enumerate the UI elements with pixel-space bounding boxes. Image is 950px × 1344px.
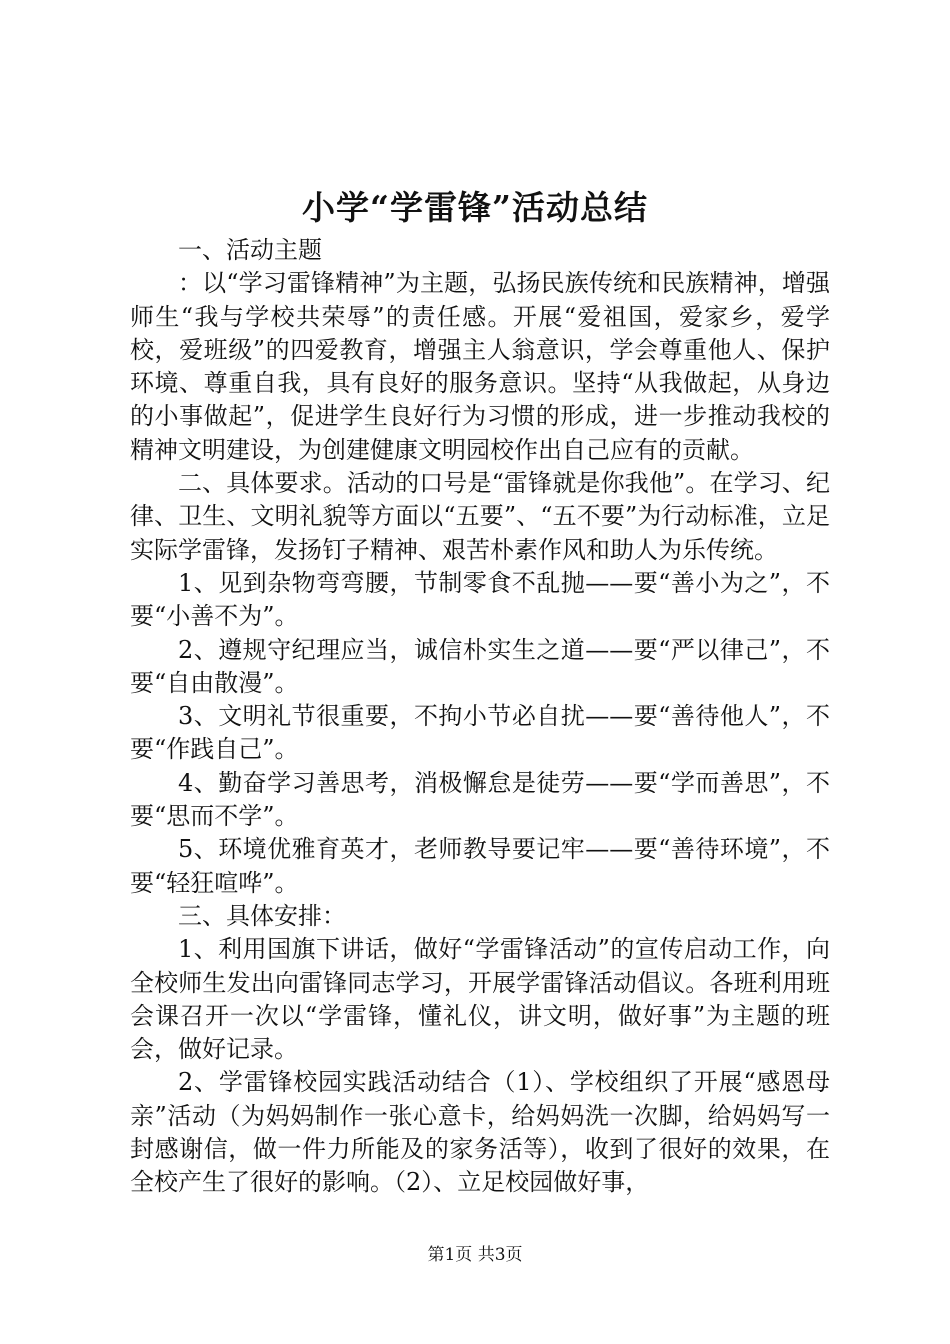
section-heading-theme: 一、活动主题 xyxy=(178,236,322,264)
list-item-3: 3、文明礼节很重要，不拘小节必自扰——要“善待他人”，不要“作践自己”。 xyxy=(130,702,830,764)
list-item-5: 5、环境优雅育英才，老师教导要记牢——要“善待环境”，不要“轻狂喧哗”。 xyxy=(130,835,830,897)
document-body xyxy=(130,234,830,1200)
paragraph-theme: ：以“学习雷锋精神”为主题，弘扬民族传统和民族精神，增强师生“我与学校共荣辱”的责任感。开展“爱祖国，爱家乡，爱学校，爱班级”的四爱教育，增强主人翁意识，学会尊重他人、保护环境、尊重自我，具有良好的服务意识。坚持“从我做起，从身边的小事做起”，促进学生良好行为习惯的形成，进一步推动我校的精神文明建设，为创建健康文明园校作出自己应有的贡献。 xyxy=(130,269,830,464)
list-item-2: 2、遵规守纪理应当，诚信朴实生之道——要“严以律己”，不要“自由散漫”。 xyxy=(130,635,830,697)
list-item-1: 1、见到杂物弯弯腰，节制零食不乱抛——要“善小为之”，不要“小善不为”。 xyxy=(130,568,830,631)
paragraph-requirements: 二、具体要求。活动的口号是“雷锋就是你我他”。在学习、纪律、卫生、文明礼貌等方面以“五要”、“五不要”为行动标准，立足实际学雷锋，发扬钉子精神、艰苦朴素作风和助人为乐传统。 xyxy=(130,469,830,564)
paragraph-arrangement-2: 2、学雷锋校园实践活动结合（1）、学校组织了开展“感恩母亲”活动（为妈妈制作一张心意卡，给妈妈洗一次脚，给妈妈写一封感谢信，做一件力所能及的家务活等），收到了很好的效果，在全校产生了很好的影响。（2）、立足校园做好事， xyxy=(130,1068,830,1197)
document-title: 小学“学雷锋”活动总结 xyxy=(302,188,648,227)
list-item-4: 4、勤奋学习善思考，消极懈怠是徒劳——要“学而善思”，不要“思而不学”。 xyxy=(130,768,830,831)
page-number-footer: 第1页 共3页 xyxy=(427,1245,523,1265)
section-heading-arrangement: 三、具体安排： xyxy=(178,901,346,930)
paragraph-arrangement-1: 1、利用国旗下讲话，做好“学雷锋活动”的宣传启动工作，向全校师生发出向雷锋同志学习，开展学雷锋活动倡议。各班利用班会课召开一次以“学雷锋，懂礼仪，讲文明，做好事”为主题的班会，做好记录。 xyxy=(130,935,830,1064)
